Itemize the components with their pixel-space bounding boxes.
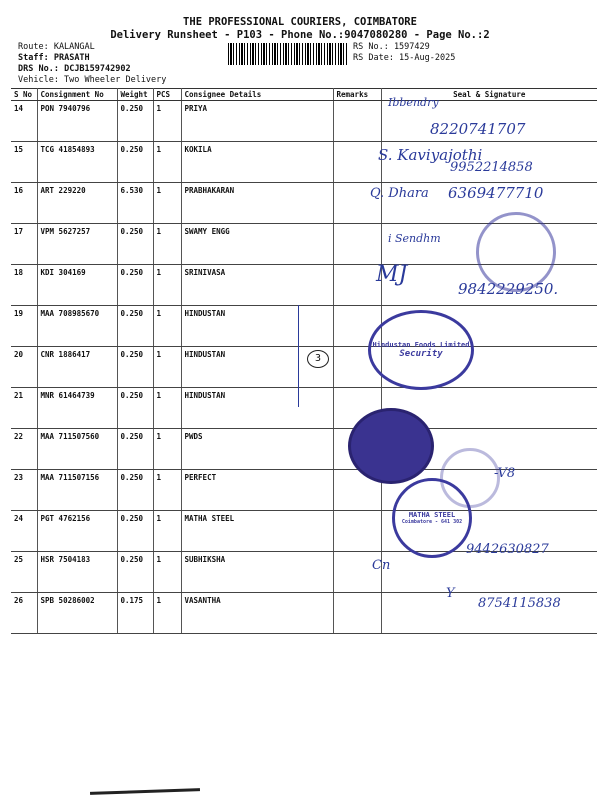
signature-17: i Sendhm: [388, 232, 441, 245]
meta-left: [18, 42, 166, 86]
col-signature: Seal & Signature: [381, 89, 597, 101]
row-weight: 0.250: [117, 347, 153, 388]
row-pcs: 1: [153, 224, 181, 265]
row-consignee: HINDUSTAN: [181, 306, 333, 347]
handwriting-name-15: S. Kaviyajothi: [378, 146, 483, 164]
row-consignee: KOKILA: [181, 142, 333, 183]
row-sno: 21: [11, 388, 37, 429]
row-sno: 22: [11, 429, 37, 470]
stamp-matha-city: Coimbatore - 641 302: [401, 519, 463, 525]
col-sno: S No: [11, 89, 37, 101]
row-consignment-no: MAA 708985670: [37, 306, 117, 347]
stamp-hindustan-name: Hindustan Foods Limited: [372, 341, 470, 349]
row-pcs: 1: [153, 593, 181, 634]
col-consignment: Consignment No: [37, 89, 117, 101]
row-pcs: 1: [153, 470, 181, 511]
company-title: THE PROFESSIONAL COURIERS, COIMBATORE: [183, 16, 417, 28]
signature-18: MJ: [376, 262, 408, 287]
remark-circle: 3: [307, 350, 329, 368]
signature-14: Ibbendry: [388, 96, 439, 109]
handwriting-phone-26: 8754115838: [478, 596, 561, 611]
col-consignee: Consignee Details: [181, 89, 333, 101]
row-consignment-no: VPM 5627257: [37, 224, 117, 265]
table-row: [11, 388, 597, 429]
row-consignment-no: ART 229220: [37, 183, 117, 224]
row-weight: 0.250: [117, 388, 153, 429]
row-consignee: PWDS: [181, 429, 333, 470]
drs-label: DRS No.:: [18, 64, 59, 74]
signature-25: Cn: [372, 558, 391, 573]
remark-line: [298, 305, 299, 407]
row-consignment-no: MAA 711507156: [37, 470, 117, 511]
row-remarks: [333, 593, 381, 634]
row-weight: 0.250: [117, 470, 153, 511]
row-consignee: MATHA STEEL: [181, 511, 333, 552]
row-weight: 0.250: [117, 552, 153, 593]
stamp-hindustan-inner: Security: [399, 349, 443, 359]
row-pcs: 1: [153, 511, 181, 552]
row-sno: 19: [11, 306, 37, 347]
row-sno: 14: [11, 101, 37, 142]
row-consignment-no: MAA 711507560: [37, 429, 117, 470]
scan-artifact: [90, 788, 200, 795]
row-pcs: 1: [153, 265, 181, 306]
row-pcs: 1: [153, 388, 181, 429]
row-weight: 0.175: [117, 593, 153, 634]
meta-right: [353, 42, 455, 64]
row-sno: 23: [11, 470, 37, 511]
row-weight: 0.250: [117, 101, 153, 142]
table-row: [11, 306, 597, 347]
vehicle: Vehicle: Two Wheeler Delivery: [18, 75, 167, 85]
row-pcs: 1: [153, 183, 181, 224]
col-weight: Weight: [117, 89, 153, 101]
col-remarks: Remarks: [333, 89, 381, 101]
stamp-matha-name: MATHA STEEL: [408, 511, 456, 519]
stamp-hindustan: [368, 310, 474, 390]
staff-label: Staff:: [18, 53, 49, 63]
col-pcs: PCS: [153, 89, 181, 101]
row-weight: 0.250: [117, 429, 153, 470]
row-remarks: [333, 101, 381, 142]
row-weight: 0.250: [117, 142, 153, 183]
handwriting-phone-14: 8220741707: [430, 120, 526, 138]
row-pcs: 1: [153, 142, 181, 183]
drs-value: DCJB159742902: [64, 64, 131, 74]
rs-date: RS Date: 15-Aug-2025: [353, 53, 456, 63]
row-remarks: [333, 265, 381, 306]
row-pcs: 1: [153, 306, 181, 347]
row-sno: 15: [11, 142, 37, 183]
row-weight: 0.250: [117, 224, 153, 265]
row-weight: 0.250: [117, 511, 153, 552]
row-consignee: PERFECT: [181, 470, 333, 511]
row-pcs: 1: [153, 429, 181, 470]
row-consignee: PRABHAKARAN: [181, 183, 333, 224]
row-remarks: [333, 511, 381, 552]
handwriting-phone-18: 9842229250.: [458, 280, 559, 298]
row-pcs: 1: [153, 552, 181, 593]
row-sno: 26: [11, 593, 37, 634]
row-consignment-no: SPB 50286002: [37, 593, 117, 634]
row-consignment-no: PGT 4762156: [37, 511, 117, 552]
row-signature: [381, 552, 597, 593]
row-consignee: SWAMY ENGG: [181, 224, 333, 265]
signature-26: Y: [446, 586, 455, 601]
row-consignment-no: PON 7940796: [37, 101, 117, 142]
row-remarks: [333, 224, 381, 265]
row-sno: 17: [11, 224, 37, 265]
row-consignee: SUBHIKSHA: [181, 552, 333, 593]
row-consignment-no: CNR 1886417: [37, 347, 117, 388]
route: Route: KALANGAL: [18, 42, 95, 52]
row-consignment-no: HSR 7504183: [37, 552, 117, 593]
row-sno: 18: [11, 265, 37, 306]
barcode: [228, 43, 348, 65]
row-consignee: SRINIVASA: [181, 265, 333, 306]
table-row: [11, 347, 597, 388]
table-row: [11, 552, 597, 593]
staff-value: PRASATH: [53, 53, 90, 63]
signature-16: Q. Dhara: [370, 186, 429, 201]
stamp-matha: [392, 478, 472, 558]
row-weight: 6.530: [117, 183, 153, 224]
row-consignment-no: KDI 304169: [37, 265, 117, 306]
row-sno: 16: [11, 183, 37, 224]
row-remarks: [333, 142, 381, 183]
row-weight: 0.250: [117, 265, 153, 306]
row-consignment-no: MNR 61464739: [37, 388, 117, 429]
runsheet-subtitle: Delivery Runsheet - P103 - Phone No.:9047080280 - Page No.:2: [110, 29, 490, 41]
row-pcs: 1: [153, 347, 181, 388]
stamp-pwds: [348, 408, 434, 484]
drs: [18, 64, 166, 75]
rs-no: RS No.: 1597429: [353, 42, 430, 52]
staff: [18, 53, 166, 64]
row-pcs: 1: [153, 101, 181, 142]
handwriting-phone-15: 9952214858: [450, 160, 533, 175]
row-weight: 0.250: [117, 306, 153, 347]
row-sno: 20: [11, 347, 37, 388]
row-sno: 24: [11, 511, 37, 552]
row-consignee: HINDUSTAN: [181, 347, 333, 388]
row-consignment-no: TCG 41854893: [37, 142, 117, 183]
handwriting-phone-25: 9442630827: [466, 542, 549, 557]
row-consignee: PRIYA: [181, 101, 333, 142]
table-row: [11, 429, 597, 470]
row-sno: 25: [11, 552, 37, 593]
row-consignee: HINDUSTAN: [181, 388, 333, 429]
handwriting-phone-16: 6369477710: [448, 184, 544, 202]
signature-23: -V8: [494, 466, 516, 481]
table-header: [11, 89, 597, 101]
row-consignee: VASANTHA: [181, 593, 333, 634]
